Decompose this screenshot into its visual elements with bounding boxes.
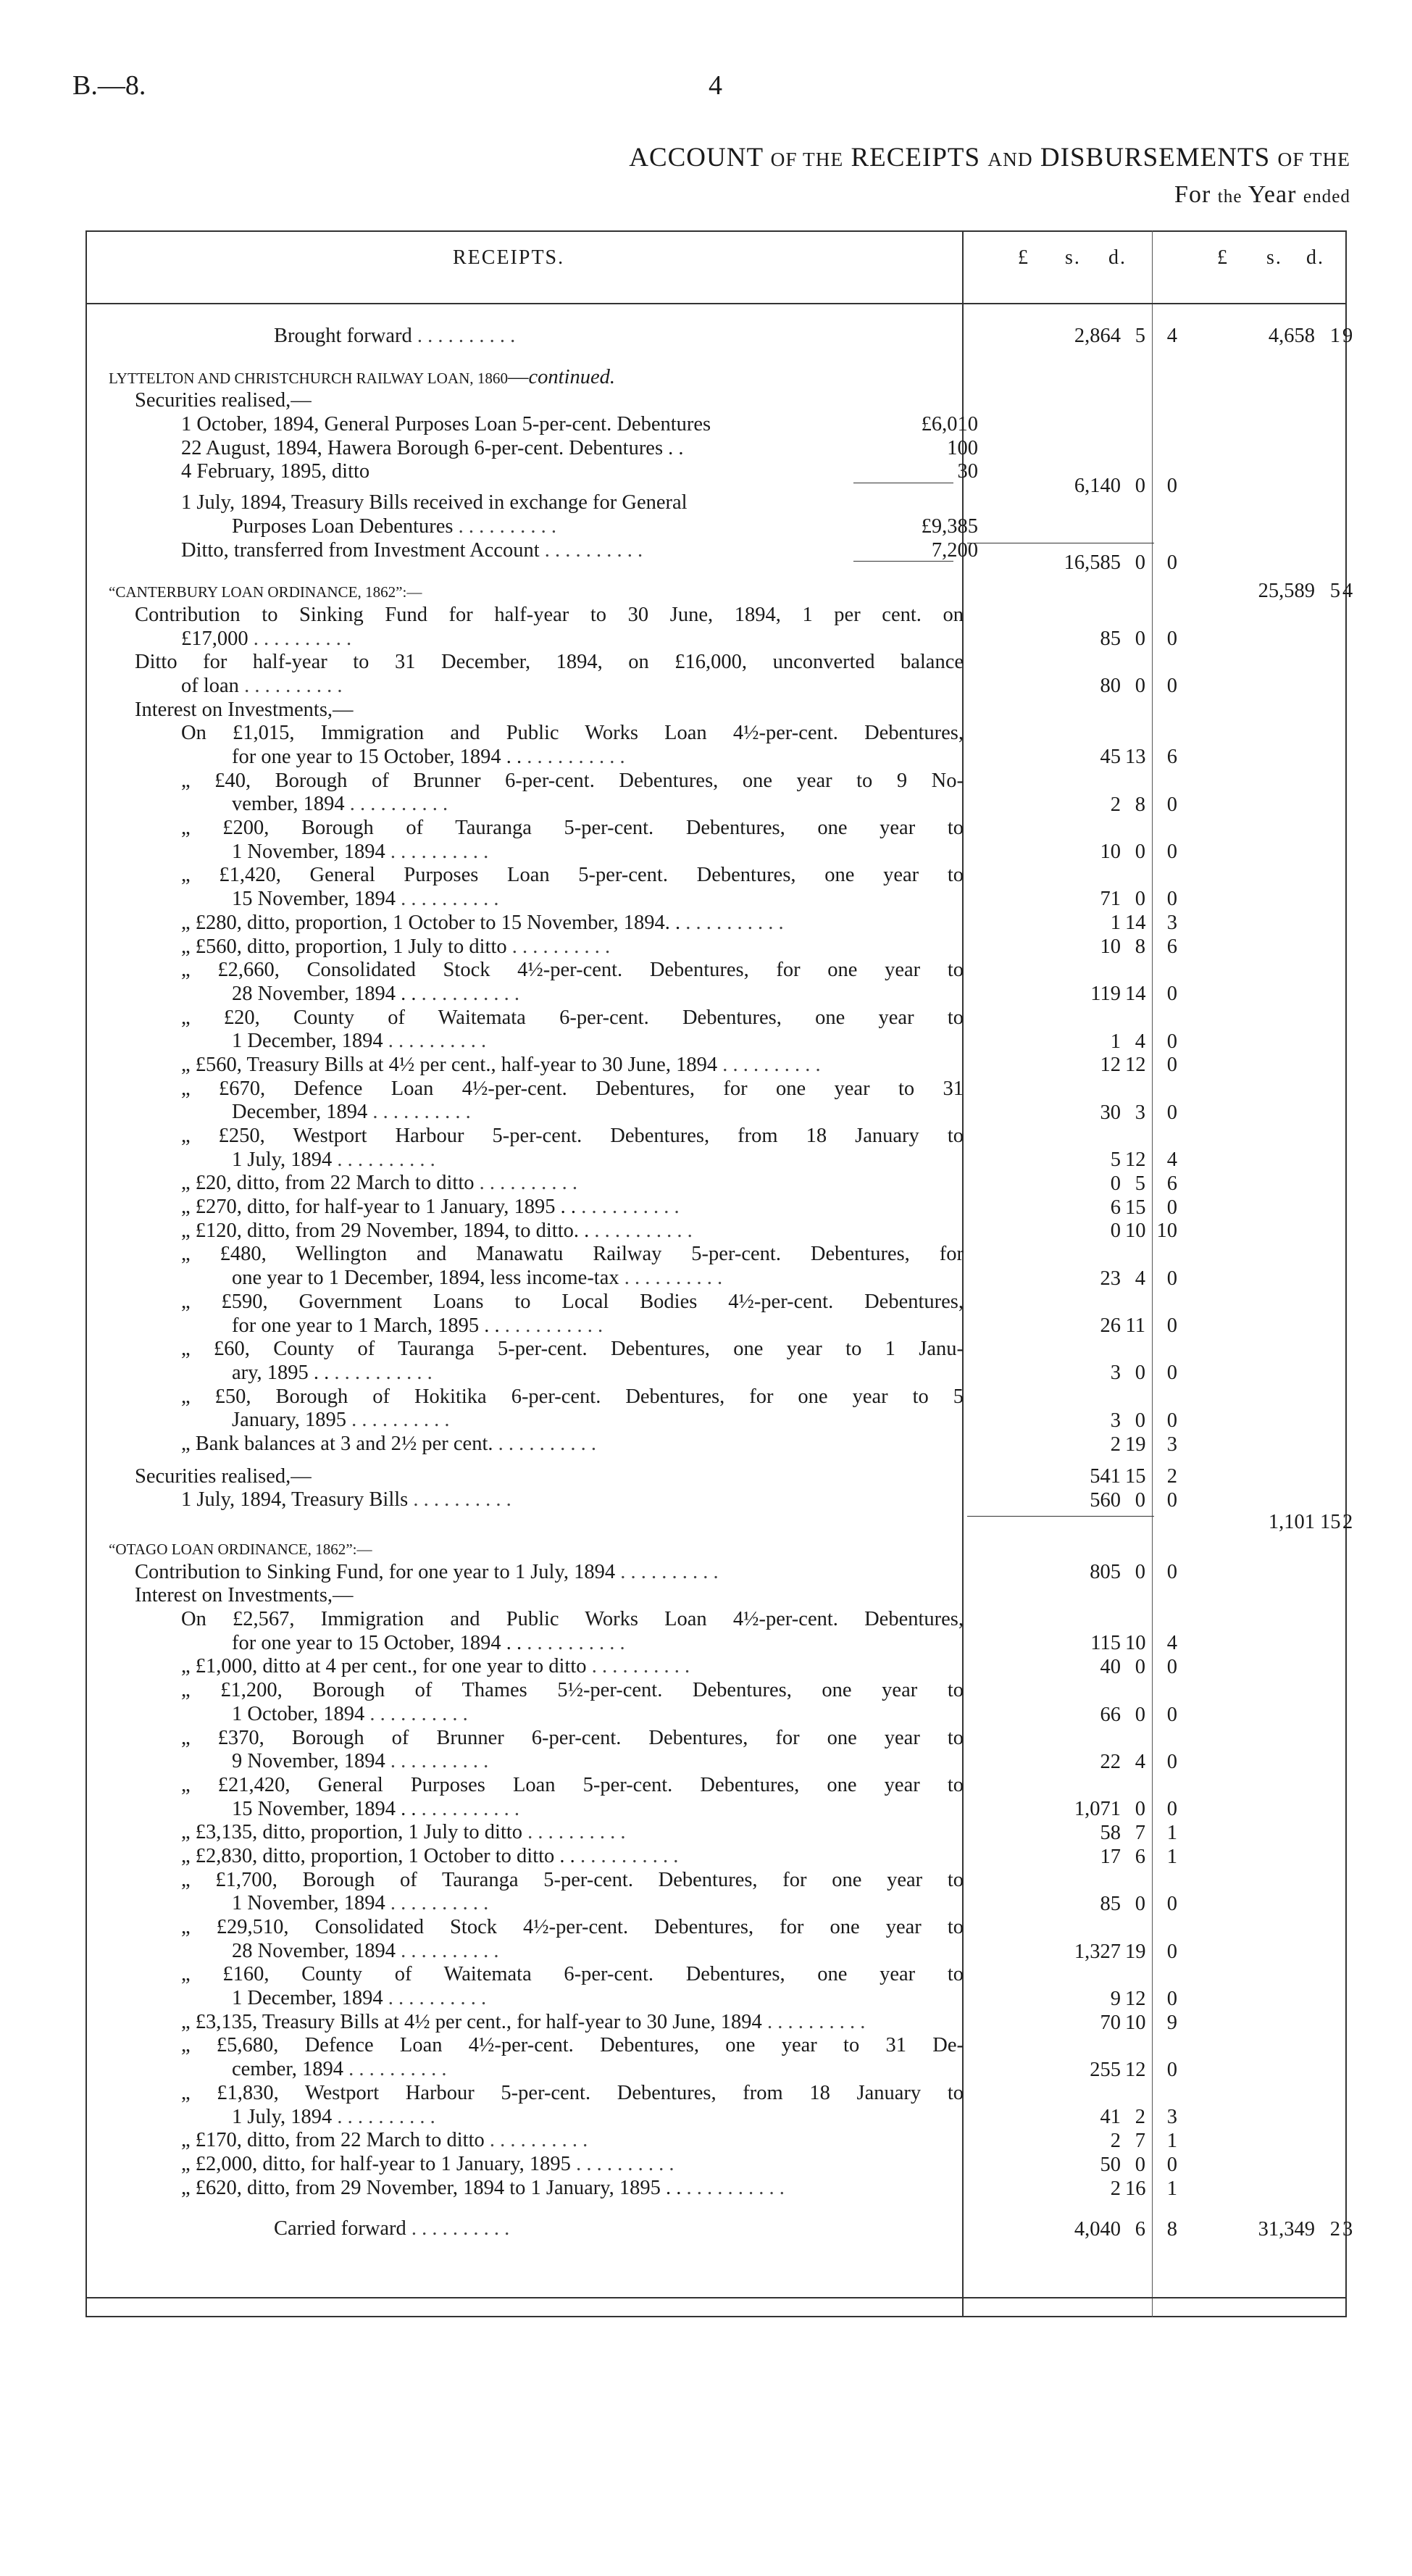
amount-pence: 8 <box>1166 2218 1177 2241</box>
dot-leader: . . . . . . . . . . <box>493 1432 596 1455</box>
amount-pounds: 70 <box>1100 2011 1121 2034</box>
amount-pence: 0 <box>1166 1196 1177 1219</box>
amount-shillings: 4 <box>1135 1750 1145 1773</box>
amount-pounds: 16,585 <box>1064 551 1121 574</box>
dot-leader: . . . . . . . . . . <box>385 1892 489 1915</box>
amount-pounds: 22 <box>1100 1750 1121 1773</box>
footer-rule <box>85 2297 1347 2298</box>
account-subtitle: For the Year ended <box>1174 181 1350 208</box>
amount-pounds: 41 <box>1100 2106 1121 2129</box>
amount-pence: 0 <box>1166 1409 1177 1432</box>
amount-pounds: 31,349 <box>1258 2218 1315 2241</box>
amount-pence: 0 <box>1166 841 1177 863</box>
entry-text: 9 November, 1894 . . . . . . . . . . <box>232 1750 489 1773</box>
entry-text: „ £1,000, ditto at 4 per cent., for one year to ditto . . . . . . . . . . <box>181 1655 690 1678</box>
entry-text: „ £250, Westport Harbour 5-per-cent. Debentures, from 18 January to <box>181 1125 964 1147</box>
dot-leader: . . . . . . . . . . <box>416 982 520 1005</box>
entry-text: 28 November, 1894 . . . . . . . . . . . . <box>232 982 520 1005</box>
dot-leader: . . . . . . . . . . <box>576 1196 680 1219</box>
amount-pounds: 10 <box>1100 841 1121 863</box>
account-title: ACCOUNT OF THE RECEIPTS AND DISBURSEMENTS OF THE <box>629 143 1350 172</box>
entry-text: „ £1,830, Westport Harbour 5-per-cent. Debentures, from 18 January to <box>181 2081 964 2104</box>
dot-leader: . . . . . . . . . . <box>522 746 625 768</box>
amount-pounds: 6 <box>1110 1196 1121 1219</box>
dot-leader: . . . . . . . . . . <box>589 1219 693 1242</box>
amount-pounds: 2 <box>1110 2177 1121 2200</box>
amount-pounds: 2 <box>1110 2130 1121 2153</box>
entry-text: 15 November, 1894 . . . . . . . . . . <box>232 888 499 911</box>
dot-leader: . . . . . . . . . . <box>248 627 352 650</box>
dot-leader: . . . . . . . . . . <box>615 1560 719 1583</box>
dot-leader: . . . . . . . . . . <box>408 1488 511 1512</box>
entry-text: „ £3,135, ditto, proportion, 1 July to ditto . . . . . . . . . . <box>181 1821 626 1844</box>
amount-shillings: 0 <box>1135 1798 1145 1821</box>
amount-shillings: 0 <box>1135 551 1145 574</box>
amount-shillings: 0 <box>1135 1409 1145 1432</box>
amount-pounds: 45 <box>1100 746 1121 769</box>
entry-text: „ £480, Wellington and Manawatu Railway 5-per-cent. Debentures, for <box>181 1243 964 1266</box>
spacer <box>109 572 964 580</box>
amount-shillings: 13 <box>1125 746 1146 769</box>
amount-pounds: 66 <box>1100 1703 1121 1726</box>
amount-pounds: 80 <box>1100 675 1121 698</box>
entry-text: 1 July, 1894 . . . . . . . . . . <box>232 2105 435 2128</box>
amount-pence: 6 <box>1166 1172 1177 1195</box>
pence-header: d. <box>1306 246 1324 269</box>
amount-shillings: 6 <box>1135 2218 1145 2241</box>
dot-leader: . . . . . . . . . . <box>484 2129 588 2152</box>
amount-shillings: 12 <box>1125 1149 1146 1172</box>
entry-text: 1 July, 1894 . . . . . . . . . . <box>232 1148 435 1171</box>
spacer <box>109 562 964 572</box>
dot-leader: . . . . . . . . . . <box>680 911 784 934</box>
amount-pence: 0 <box>1166 1703 1177 1726</box>
amount-pence: 4 <box>1166 1149 1177 1172</box>
amount-shillings: 0 <box>1135 1488 1145 1512</box>
pence-header: d. <box>1108 246 1127 269</box>
amount-pence: 0 <box>1166 2153 1177 2176</box>
amount-shillings: 0 <box>1135 1703 1145 1726</box>
amount-shillings: 12 <box>1125 1054 1146 1077</box>
amount-shillings: 5 <box>1135 1172 1145 1195</box>
amount-shillings: 10 <box>1125 1632 1146 1655</box>
entry-text: „ £200, Borough of Tauranga 5-per-cent. Debentures, one year to <box>181 817 964 840</box>
amount-shillings: 0 <box>1135 675 1145 698</box>
dot-leader: . . . . . . . . . . <box>474 1172 577 1195</box>
spacer <box>109 484 964 491</box>
amount-pounds: 560 <box>1090 1488 1121 1512</box>
entry-text: 28 November, 1894 . . . . . . . . . . <box>232 1939 499 1962</box>
ditto-line: Ditto, transferred from Investment Account . . . . . . . . . . 7,200 <box>181 538 978 562</box>
amount-shillings: 8 <box>1135 935 1145 958</box>
dot-leader: . . . . . . . . . . <box>522 1631 625 1654</box>
dot-leader: . . . . . . . . . . <box>385 1750 489 1773</box>
amount-shillings: 4 <box>1135 1030 1145 1053</box>
amount-pence: 6 <box>1166 935 1177 958</box>
dot-leader: . . . . . . . . . . <box>332 2105 435 2128</box>
amount-pounds: 10 <box>1100 935 1121 958</box>
treasury-line: 1 July, 1894, Treasury Bills received in exchange for General <box>181 491 688 514</box>
security-item: 4 February, 1895, ditto 30 <box>181 460 978 483</box>
entry-text: of loan . . . . . . . . . . <box>181 674 343 697</box>
amount-pence: 9 <box>1166 2011 1177 2034</box>
amount-pence: 0 <box>1166 1488 1177 1512</box>
amount-pence: 10 <box>1156 1220 1177 1243</box>
entry-text: Interest on Investments,— <box>135 698 354 721</box>
dot-leader: . . . . . . . . . . <box>383 1030 487 1053</box>
amount-pounds: 255 <box>1090 2059 1121 2081</box>
amount-pounds: 30 <box>1100 1101 1121 1124</box>
entry-text: December, 1894 . . . . . . . . . . <box>232 1101 471 1124</box>
dot-leader: . . . . . . . . . . <box>238 674 343 697</box>
canterbury-heading <box>109 580 964 604</box>
entry-text: „ £40, Borough of Brunner 6-per-cent. Debentures, one year to 9 No- <box>181 769 964 792</box>
amount-pence: 0 <box>1166 675 1177 698</box>
security-amount: 30 <box>957 460 978 483</box>
security-amount: 100 <box>947 436 978 459</box>
amount-pence: 4 <box>1166 1632 1177 1655</box>
entry-text: „ £270, ditto, for half-year to 1 January, 1895 . . . . . . . . . . . . <box>181 1196 680 1219</box>
amount-shillings: 3 <box>1135 1101 1145 1124</box>
dot-leader: . . . . . . . . . . <box>332 1148 435 1171</box>
entry-text: Contribution to Sinking Fund, for one year to 1 July, 1894 . . . . . . . . . . <box>135 1560 719 1583</box>
amount-pence: 3 <box>1166 2106 1177 2129</box>
document-reference: B.—8. <box>72 70 146 101</box>
dot-leader: . . . . . . . . . . <box>329 1361 433 1384</box>
amount-pence: 0 <box>1166 1798 1177 1821</box>
entry-text: „ £21,420, General Purposes Loan 5-per-cent. Debentures, one year to <box>181 1773 964 1796</box>
amount-pence: 0 <box>1166 1101 1177 1124</box>
pounds-header: £ <box>1217 246 1229 269</box>
entry-text: £17,000 . . . . . . . . . . <box>181 627 352 650</box>
entry-text: „ £670, Defence Loan 4½-per-cent. Debentures, for one year to 31 <box>181 1077 964 1100</box>
amount-shillings: 2 <box>1135 2106 1145 2129</box>
entry-text: „ £280, ditto, proportion, 1 October to 15 November, 1894. . . . . . . . . . . . <box>181 911 784 934</box>
page-header <box>72 70 1348 113</box>
amount-pounds: 23 <box>1100 1267 1121 1290</box>
spacer <box>109 349 964 366</box>
security-item: 1 October, 1894, General Purposes Loan 5-per-cent. Debentures £6,010 <box>181 413 978 436</box>
entry-text: On £1,015, Immigration and Public Works Loan 4½-per-cent. Debentures, <box>181 722 964 745</box>
entry-text: „ £170, ditto, from 22 March to ditto . . . . . . . . . . <box>181 2129 588 2152</box>
dot-leader: . . . . . . . . . . <box>406 2217 510 2241</box>
securities-label: Securities realised,— <box>135 1464 312 1488</box>
entry-text: vember, 1894 . . . . . . . . . . <box>232 793 448 816</box>
securities-label: Securities realised,— <box>135 389 312 412</box>
header-rule <box>85 303 1347 304</box>
dot-leader: . . . . . . . . . . <box>396 1939 499 1962</box>
entry-text: for one year to 15 October, 1894 . . . . . . . . . . . . <box>232 746 625 768</box>
amount-shillings: 0 <box>1135 627 1145 650</box>
entry-text: 1 December, 1894 . . . . . . . . . . <box>232 1987 487 2010</box>
amount-shillings: 10 <box>1125 1220 1146 1243</box>
treasury-amount: £9,385 <box>921 514 978 538</box>
entry-text: „ £560, ditto, proportion, 1 July to ditto . . . . . . . . . . <box>181 935 611 958</box>
amount-pence: 0 <box>1166 1750 1177 1773</box>
amount-pence: 0 <box>1166 475 1177 498</box>
amount-pounds: 9 <box>1110 1987 1121 2010</box>
entry-text: 1 October, 1894 . . . . . . . . . . <box>232 1702 468 1725</box>
amount-shillings: 8 <box>1135 793 1145 816</box>
continued-label: continued. <box>528 365 616 388</box>
security-item: 22 August, 1894, Hawera Borough 6-per-cent. Debentures . . 100 <box>181 436 978 459</box>
amount-shillings: 19 <box>1125 1940 1146 1963</box>
amount-pence: 0 <box>1166 1030 1177 1053</box>
spacer <box>109 1530 964 1537</box>
entry-text: „ £120, ditto, from 29 November, 1894, to ditto. . . . . . . . . . . . <box>181 1219 693 1242</box>
pounds-header: £ <box>1018 246 1029 269</box>
entry-text: „ £2,660, Consolidated Stock 4½-per-cent. Debentures, for one year to <box>181 959 964 982</box>
amount-shillings: 6 <box>1135 1845 1145 1868</box>
amount-pounds: 26 <box>1100 1314 1121 1337</box>
dot-leader: . . . . . . . . . . <box>539 538 643 562</box>
amount-pounds: 541 <box>1090 1465 1121 1488</box>
amount-pounds: 1 <box>1110 912 1121 935</box>
amount-pence: 0 <box>1166 627 1177 650</box>
amount-pounds: 17 <box>1100 1845 1121 1868</box>
amount-shillings: 0 <box>1135 888 1145 911</box>
amount-shillings: 12 <box>1125 1987 1146 2010</box>
amount-shillings: 14 <box>1125 983 1146 1006</box>
dot-leader: . . . . . . . . . . <box>364 1702 468 1725</box>
lyttelton-heading: LYTTELTON AND CHRISTCHURCH RAILWAY LOAN, 1860—continued. <box>109 365 616 388</box>
amount-shillings: 15 <box>1125 1196 1146 1219</box>
amount-pounds: 85 <box>1100 627 1121 650</box>
amount-pounds: 25,589 <box>1258 580 1315 603</box>
amount-pence: 0 <box>1166 2059 1177 2081</box>
entry-text: On £2,567, Immigration and Public Works Loan 4½-per-cent. Debentures, <box>181 1608 964 1631</box>
amount-shillings: 4 <box>1135 1267 1145 1290</box>
amount-shillings: 1 <box>1329 325 1340 347</box>
dot-leader: . . . . . . . . . . <box>717 1053 821 1076</box>
dot-leader: . . . . . . . . . . <box>383 1987 487 2010</box>
entry-text: ary, 1895 . . . . . . . . . . . . <box>232 1361 433 1384</box>
entry-text: „ £20, ditto, from 22 March to ditto . . . . . . . . . . <box>181 1172 577 1195</box>
dot-leader: . . . . . . . . . . <box>586 1655 690 1678</box>
amount-pounds: 4,040 <box>1074 2218 1121 2241</box>
entry-text: „ £50, Borough of Hokitika 6-per-cent. Debentures, for one year to 5 <box>181 1385 964 1408</box>
entry-text: „ £370, Borough of Brunner 6-per-cent. Debentures, for one year to <box>181 1726 964 1749</box>
receipts-header: RECEIPTS. <box>453 246 565 269</box>
amount-pence: 0 <box>1166 1656 1177 1679</box>
dot-leader: . . . . . . . . . . <box>575 1844 679 1867</box>
shillings-header: s. <box>1266 246 1282 269</box>
amount-pence: 0 <box>1166 1893 1177 1916</box>
dot-leader: . . . . . . . . . . <box>522 1821 626 1844</box>
entry-text: „ Bank balances at 3 and 2½ per cent. . . . . . . . . . . <box>181 1432 596 1455</box>
amount-pounds: 0 <box>1110 1172 1121 1195</box>
amount-pounds: 85 <box>1100 1893 1121 1916</box>
entry-text: 1 November, 1894 . . . . . . . . . . <box>232 840 489 863</box>
amount-shillings: 0 <box>1135 1893 1145 1916</box>
amount-pounds: 6,140 <box>1074 475 1121 498</box>
amount-shillings: 0 <box>1135 475 1145 498</box>
amount-pence: 1 <box>1166 2130 1177 2153</box>
amount-shillings: 15 <box>1320 1511 1341 1534</box>
entry-text: „ £5,680, Defence Loan 4½-per-cent. Debentures, one year to 31 De- <box>181 2034 964 2057</box>
amount-pence: 0 <box>1166 983 1177 1006</box>
amount-shillings: 0 <box>1135 2153 1145 2176</box>
section-heading: “CANTERBURY LOAN ORDINANCE, 1862”:— <box>109 583 422 601</box>
amount-shillings: 0 <box>1135 1656 1145 1679</box>
amount-pence: 0 <box>1166 1561 1177 1584</box>
amount-pounds: 1,071 <box>1074 1798 1121 1821</box>
receipts-lines <box>109 325 978 2241</box>
shillings-header: s. <box>1065 246 1081 269</box>
amount-pounds: 71 <box>1100 888 1121 911</box>
amount-pence: 0 <box>1166 1987 1177 2010</box>
amount-pence: 0 <box>1166 1362 1177 1385</box>
dot-leader: . . . . . . . . . . <box>367 1101 471 1124</box>
amount-pounds: 805 <box>1090 1561 1121 1584</box>
amount-pounds: 2 <box>1110 793 1121 816</box>
dot-leader: . . . . . . . . . . <box>385 840 489 863</box>
amount-pence: 4 <box>1166 325 1177 347</box>
otago-heading <box>109 1537 964 1561</box>
amount-shillings: 7 <box>1135 2130 1145 2153</box>
amount-pounds: 2,864 <box>1074 325 1121 347</box>
entry-text: Interest on Investments,— <box>135 1584 354 1607</box>
amount-pounds: 1,327 <box>1074 1940 1121 1963</box>
amount-pence: 1 <box>1166 2177 1177 2200</box>
amount-pounds: 2 <box>1110 1433 1121 1456</box>
dot-leader: . . . . . . . . . . <box>506 935 611 958</box>
entry-text: Contribution to Sinking Fund for half-year to 30 June, 1894, 1 per cent. on <box>135 603 964 626</box>
amount-pounds: 3 <box>1110 1409 1121 1432</box>
entry-text: „ £3,135, Treasury Bills at 4½ per cent., for half-year to 30 June, 1894 . . . . . . . . . . <box>181 2010 866 2033</box>
amount-pounds: 115 <box>1090 1632 1121 1655</box>
entry-text: „ £2,830, ditto, proportion, 1 October to ditto . . . . . . . . . . . . <box>181 1844 679 1867</box>
dot-leader: . . . . . . . . . . <box>344 793 448 816</box>
entry-text: „ £1,420, General Purposes Loan 5-per-cent. Debentures, one year to <box>181 864 964 887</box>
amount-shillings: 15 <box>1125 1465 1146 1488</box>
amount-shillings: 0 <box>1135 841 1145 863</box>
amount-shillings: 10 <box>1125 2011 1146 2034</box>
amount-pence: 2 <box>1166 1465 1177 1488</box>
brought-forward-label: Brought forward . . . . . . . . . . <box>274 325 516 347</box>
spacer <box>109 1512 964 1530</box>
dot-leader: . . . . . . . . . . <box>761 2010 866 2033</box>
amount-shillings: 16 <box>1125 2177 1146 2200</box>
amount-shillings: 5 <box>1135 325 1145 347</box>
spacer <box>109 1456 964 1465</box>
entry-text: 1 November, 1894 . . . . . . . . . . <box>232 1892 489 1915</box>
entry-text: „ £1,700, Borough of Tauranga 5-per-cent. Debentures, for one year to <box>181 1868 964 1891</box>
amount-pounds: 1,101 <box>1268 1511 1315 1534</box>
amount-pence: 0 <box>1166 1940 1177 1963</box>
dot-leader: . . . . . . . . . . <box>499 1314 603 1337</box>
entry-text: 1 December, 1894 . . . . . . . . . . <box>232 1030 487 1053</box>
amount-pounds: 3 <box>1110 1362 1121 1385</box>
entry-text: cember, 1894 . . . . . . . . . . <box>232 2058 447 2081</box>
carried-forward-label: Carried forward . . . . . . . . . . <box>274 2217 510 2241</box>
amount-pence: 1 <box>1166 1845 1177 1868</box>
dot-leader: . . . . . . . . . . <box>346 1409 450 1432</box>
section-heading: LYTTELTON AND CHRISTCHURCH RAILWAY LOAN, 1860 <box>109 369 508 387</box>
amount-pounds: 58 <box>1100 1822 1121 1844</box>
entry-text: „ £20, County of Waitemata 6-per-cent. Debentures, one year to <box>181 1006 964 1029</box>
amount-pounds: 0 <box>1110 1220 1121 1243</box>
amount-pence: 0 <box>1166 551 1177 574</box>
amount-shillings: 5 <box>1329 580 1340 603</box>
entry-text: „ £2,000, ditto, for half-year to 1 January, 1895 . . . . . . . . . . <box>181 2152 674 2175</box>
dot-leader: . . . . . . . . . . <box>570 2152 674 2175</box>
entry-text: for one year to 1 March, 1895 . . . . . . . . . . . . <box>232 1314 603 1337</box>
amount-pounds: 40 <box>1100 1656 1121 1679</box>
entry-text: for one year to 15 October, 1894 . . . . . . . . . . . . <box>232 1631 625 1654</box>
entry-text: „ £160, County of Waitemata 6-per-cent. Debentures, one year to <box>181 1963 964 1986</box>
amount-shillings: 12 <box>1125 2059 1146 2081</box>
dot-leader: . . . . . . . . . . <box>343 2058 447 2081</box>
amount-pounds: 50 <box>1100 2153 1121 2176</box>
entry-text: „ £60, County of Tauranga 5-per-cent. Debentures, one year to 1 Janu- <box>181 1338 964 1361</box>
subtotal-rule <box>967 1516 1154 1517</box>
amount-shillings: 7 <box>1135 1822 1145 1844</box>
amount-pence: 3 <box>1166 1433 1177 1456</box>
amount-shillings: 14 <box>1125 912 1146 935</box>
amount-pence: 0 <box>1166 1314 1177 1337</box>
entry-text: Ditto for half-year to 31 December, 1894, on £16,000, unconverted balance <box>135 651 964 674</box>
treasury-line: 1 July, 1894, Treasury Bills . . . . . . . . . . <box>181 1488 511 1512</box>
page-number: 4 <box>709 70 722 101</box>
amount-pence: 0 <box>1166 793 1177 816</box>
entry-text: „ £29,510, Consolidated Stock 4½-per-cent. Debentures, for one year to <box>181 1916 964 1938</box>
security-amount: £6,010 <box>921 413 978 436</box>
dot-leader: . . . . . . . . . . <box>416 1797 520 1820</box>
treasury-line: Purposes Loan Debentures . . . . . . . . . . £9,385 <box>232 514 978 538</box>
amount-shillings: 0 <box>1135 1561 1145 1584</box>
spacer <box>109 2200 964 2217</box>
amount-shillings: 11 <box>1125 1314 1145 1337</box>
amount-shillings: 0 <box>1135 1362 1145 1385</box>
dot-leader: . . . . . . . . . . <box>396 888 499 911</box>
amount-pounds: 1 <box>1110 1030 1121 1053</box>
entry-text: „ £1,200, Borough of Thames 5½-per-cent. Debentures, one year to <box>181 1679 964 1702</box>
amount-pence: 0 <box>1166 1267 1177 1290</box>
amount-pounds: 12 <box>1100 1054 1121 1077</box>
amount-shillings: 19 <box>1125 1433 1146 1456</box>
entry-text: „ £620, ditto, from 29 November, 1894 to 1 January, 1895 . . . . . . . . . . . . <box>181 2176 785 2199</box>
amount-pounds: 5 <box>1110 1149 1121 1172</box>
dot-leader: . . . . . . . . . . <box>412 325 516 347</box>
entry-text: one year to 1 December, 1894, less income-tax . . . . . . . . . . <box>232 1267 723 1290</box>
amount-pence: 3 <box>1166 912 1177 935</box>
amount-pence: 1 <box>1166 1822 1177 1844</box>
amount-pence: 0 <box>1166 888 1177 911</box>
entry-text: January, 1895 . . . . . . . . . . <box>232 1409 450 1432</box>
entry-text: „ £560, Treasury Bills at 4½ per cent., half-year to 30 June, 1894 . . . . . . . . . . <box>181 1053 821 1076</box>
subtotal-rule <box>853 561 953 562</box>
entry-text: 15 November, 1894 . . . . . . . . . . . . <box>232 1797 520 1820</box>
amount-pence: 6 <box>1166 746 1177 769</box>
amount-pounds: 4,658 <box>1268 325 1315 347</box>
amount-pounds: 119 <box>1090 983 1121 1006</box>
dot-leader: . . . . . . . . . . <box>619 1267 723 1290</box>
section-heading: “OTAGO LOAN ORDINANCE, 1862”:— <box>109 1541 372 1558</box>
entry-text: „ £590, Government Loans to Local Bodies 4½-per-cent. Debentures, <box>181 1290 964 1313</box>
dot-leader: . . . . . . . . . . <box>681 2176 785 2199</box>
amount-shillings: 2 <box>1329 2218 1340 2241</box>
dot-leader: . . . . . . . . . . <box>453 514 557 538</box>
amount-pence: 0 <box>1166 1054 1177 1077</box>
ditto-amount: 7,200 <box>931 538 978 562</box>
